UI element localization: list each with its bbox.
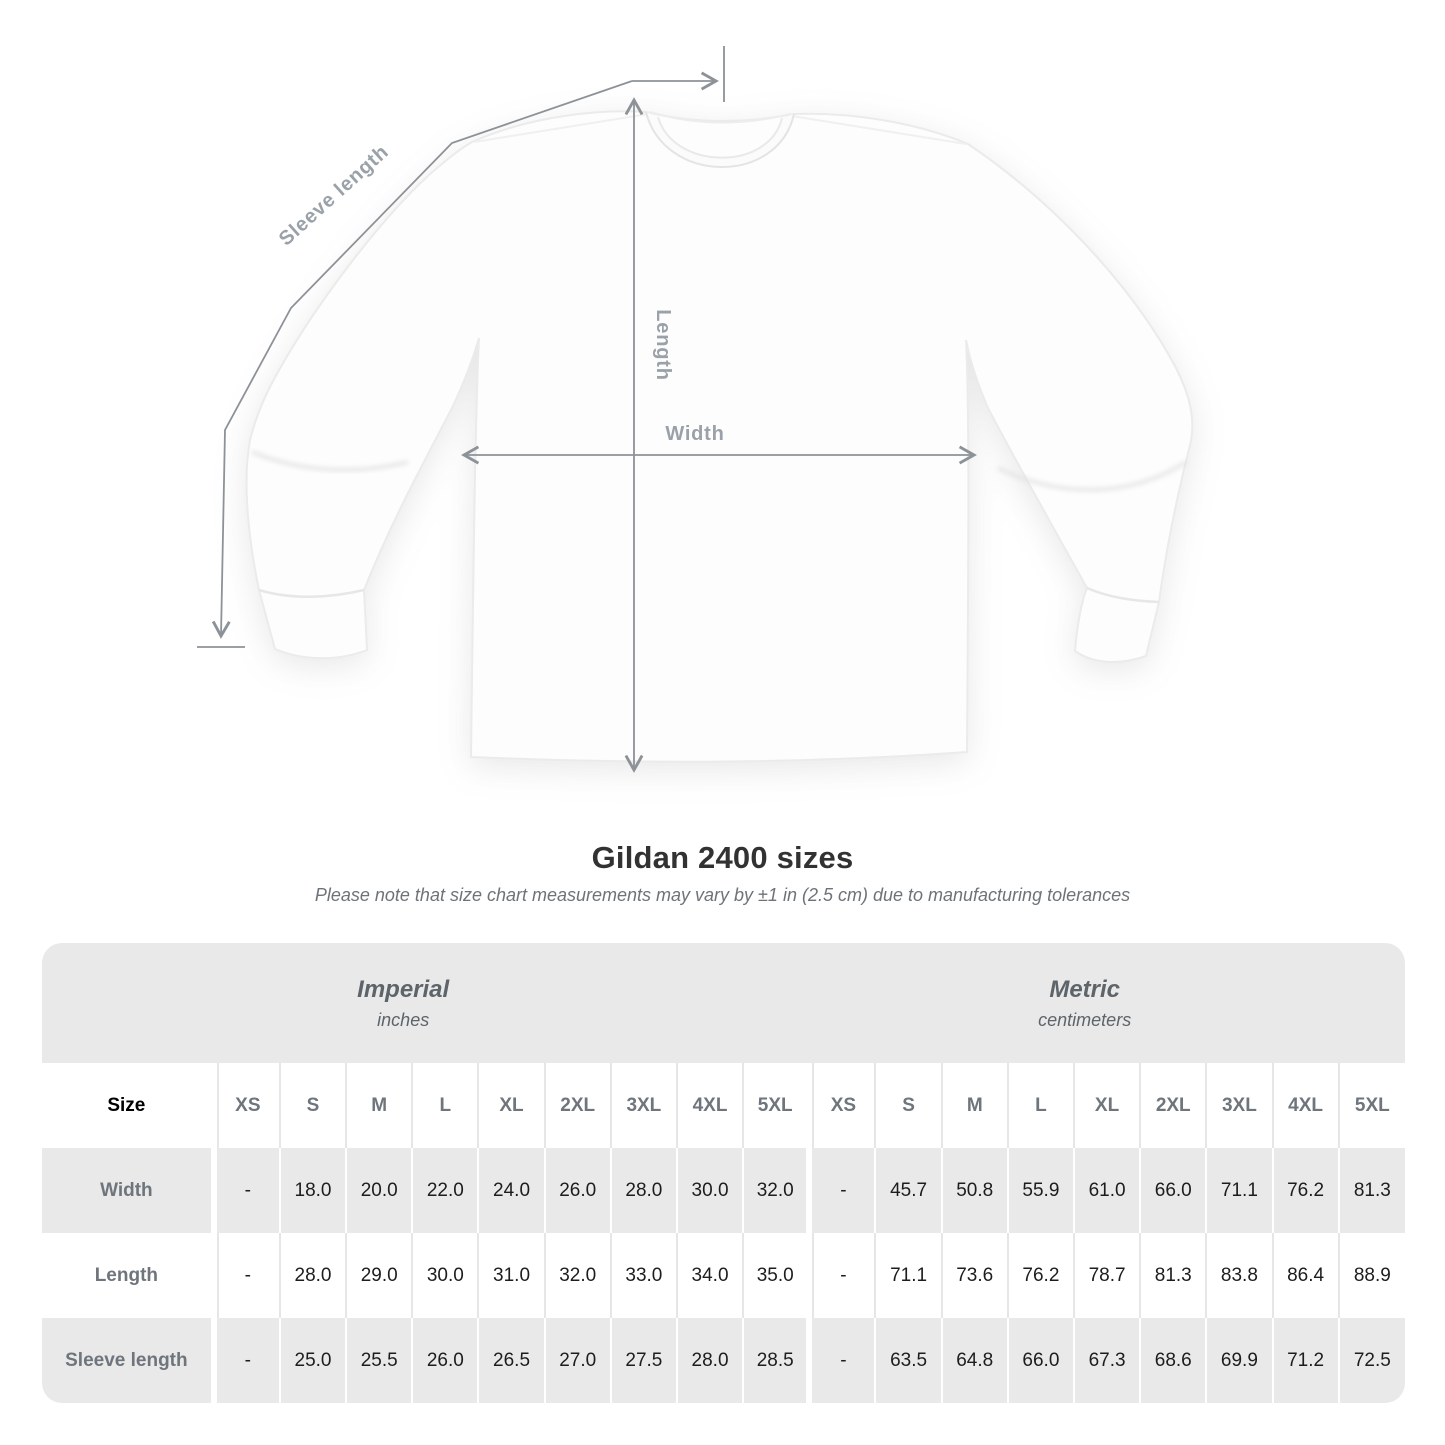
value-cell: 61.0	[1074, 1148, 1140, 1233]
size-head-xs: XS	[214, 1063, 280, 1148]
row-label: Sleeve length	[65, 1349, 188, 1371]
size-head-s: S	[280, 1063, 346, 1148]
size-head-2xl: 2XL	[1140, 1063, 1206, 1148]
value-cell: 26.5	[478, 1318, 544, 1403]
value-cell: 27.5	[611, 1318, 677, 1403]
size-head-3xl: 3XL	[611, 1063, 677, 1148]
value-cell: 67.3	[1074, 1318, 1140, 1403]
metric-unit: centimeters	[1038, 1009, 1132, 1030]
size-column-label: Size	[107, 1094, 146, 1116]
value-cell: 28.0	[611, 1148, 677, 1233]
value-cell: 78.7	[1074, 1233, 1140, 1318]
row-label: Width	[100, 1179, 153, 1201]
value-cell: 28.0	[280, 1233, 346, 1318]
unit-header-band	[42, 943, 1405, 1063]
value-cell: 22.0	[412, 1148, 478, 1233]
value-cell: 88.9	[1339, 1233, 1405, 1318]
size-header-row	[42, 1063, 1405, 1148]
table-row-length	[42, 1233, 1405, 1318]
table-row-width	[42, 1148, 1405, 1233]
value-cell: 32.0	[743, 1148, 809, 1233]
value-cell: 71.2	[1273, 1318, 1339, 1403]
value-cell: -	[809, 1148, 875, 1233]
value-cell: 76.2	[1008, 1233, 1074, 1318]
value-cell: 30.0	[677, 1148, 743, 1233]
value-cell: 81.3	[1339, 1148, 1405, 1233]
value-cell: 72.5	[1339, 1318, 1405, 1403]
size-head-l: L	[1008, 1063, 1074, 1148]
value-cell: 68.6	[1140, 1318, 1206, 1403]
value-cell: 30.0	[412, 1233, 478, 1318]
value-cell: 63.5	[875, 1318, 941, 1403]
value-cell: 31.0	[478, 1233, 544, 1318]
imperial-unit: inches	[377, 1009, 430, 1030]
value-cell: 76.2	[1273, 1148, 1339, 1233]
size-table	[42, 1063, 1405, 1403]
value-cell: 73.6	[942, 1233, 1008, 1318]
size-head-m: M	[942, 1063, 1008, 1148]
tolerance-note: Please note that size chart measurements may vary by ±1 in (2.5 cm) due to manufacturing tolerances	[314, 885, 1131, 905]
value-cell: 34.0	[677, 1233, 743, 1318]
value-cell: 18.0	[280, 1148, 346, 1233]
value-cell: 33.0	[611, 1233, 677, 1318]
size-head-4xl: 4XL	[677, 1063, 743, 1148]
value-cell: -	[809, 1233, 875, 1318]
size-head-xl: XL	[478, 1063, 544, 1148]
metric-unit-group	[764, 943, 1405, 1063]
table-row-sleeve-length	[42, 1318, 1405, 1403]
imperial-unit-group	[42, 943, 764, 1063]
metric-title: Metric	[1049, 975, 1121, 1003]
size-head-5xl: 5XL	[1339, 1063, 1405, 1148]
value-cell: 25.5	[346, 1318, 412, 1403]
length-label: Length	[652, 309, 674, 381]
size-head-xl: XL	[1074, 1063, 1140, 1148]
value-cell: 26.0	[412, 1318, 478, 1403]
value-cell: 45.7	[875, 1148, 941, 1233]
row-label: Length	[94, 1264, 159, 1286]
size-head-l: L	[412, 1063, 478, 1148]
size-head-s: S	[875, 1063, 941, 1148]
sleeve-length-label: Sleeve length	[274, 140, 394, 251]
value-cell: 26.0	[545, 1148, 611, 1233]
value-cell: 28.5	[743, 1318, 809, 1403]
value-cell: 35.0	[743, 1233, 809, 1318]
value-cell: 66.0	[1008, 1318, 1074, 1403]
value-cell: 81.3	[1140, 1233, 1206, 1318]
value-cell: 66.0	[1140, 1148, 1206, 1233]
size-head-3xl: 3XL	[1206, 1063, 1272, 1148]
value-cell: 28.0	[677, 1318, 743, 1403]
size-table-container	[42, 943, 1405, 1403]
value-cell: 86.4	[1273, 1233, 1339, 1318]
value-cell: 27.0	[545, 1318, 611, 1403]
value-cell: 71.1	[875, 1233, 941, 1318]
width-label: Width	[665, 423, 725, 445]
heading-block	[0, 840, 1445, 906]
size-head-2xl: 2XL	[545, 1063, 611, 1148]
value-cell: 69.9	[1206, 1318, 1272, 1403]
size-head-5xl: 5XL	[743, 1063, 809, 1148]
value-cell: 83.8	[1206, 1233, 1272, 1318]
size-head-xs: XS	[809, 1063, 875, 1148]
size-head-m: M	[346, 1063, 412, 1148]
page-title: Gildan 2400 sizes	[591, 840, 854, 875]
value-cell: 71.1	[1206, 1148, 1272, 1233]
value-cell: 20.0	[346, 1148, 412, 1233]
value-cell: -	[214, 1233, 280, 1318]
value-cell: 32.0	[545, 1233, 611, 1318]
imperial-title: Imperial	[357, 975, 450, 1003]
value-cell: -	[214, 1148, 280, 1233]
value-cell: 50.8	[942, 1148, 1008, 1233]
value-cell: 29.0	[346, 1233, 412, 1318]
value-cell: 24.0	[478, 1148, 544, 1233]
value-cell: -	[809, 1318, 875, 1403]
value-cell: 55.9	[1008, 1148, 1074, 1233]
size-head-4xl: 4XL	[1273, 1063, 1339, 1148]
value-cell: 64.8	[942, 1318, 1008, 1403]
value-cell: -	[214, 1318, 280, 1403]
value-cell: 25.0	[280, 1318, 346, 1403]
